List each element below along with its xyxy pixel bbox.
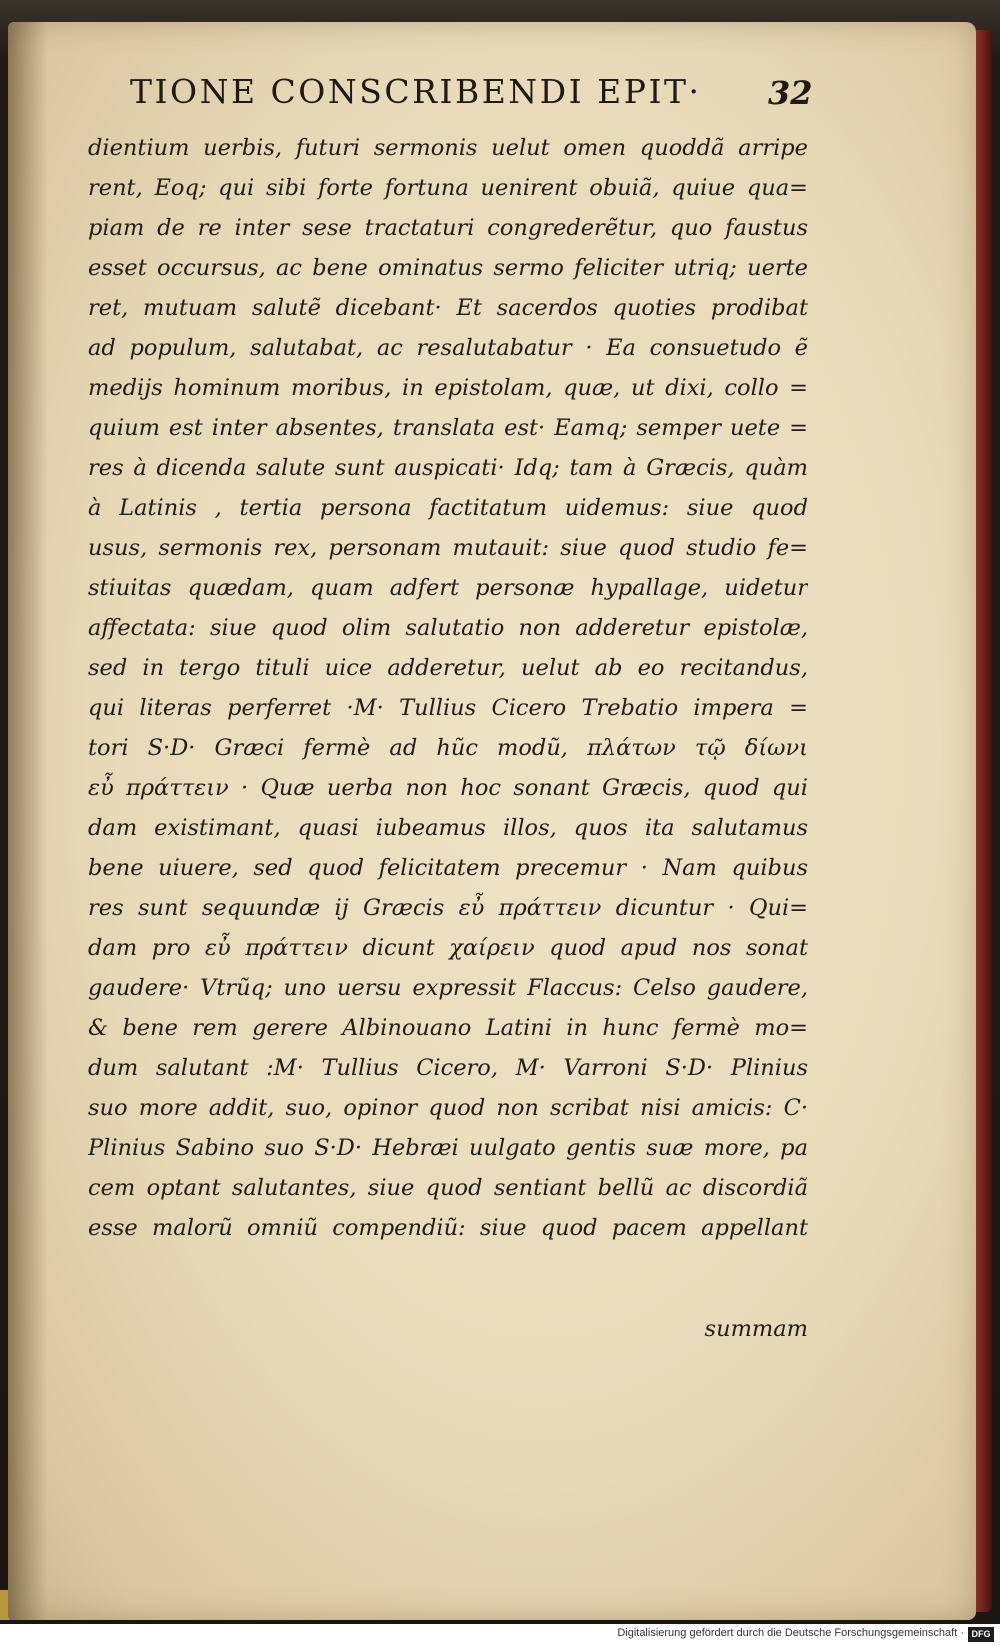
text-line: qui literas perferret ·M· Tullius Cicero Trebatio impera = [88, 695, 808, 721]
text-line: quium est inter absentes, translata est· Eamq; semper uete = [88, 415, 808, 441]
text-line: gaudere· Vtrũq; uno uersu expressit Flaccus: Celso gaudere, [88, 975, 808, 1001]
text-line: esse malorũ omniũ compendiũ: siue quod pacem appellant [88, 1215, 808, 1241]
folio-number: 32 [768, 74, 813, 112]
text-line: rent, Eoq; qui sibi forte fortuna uenirent obuiã, quiue qua= [88, 175, 808, 201]
funding-credit: Digitalisierung gefördert durch die Deutsche Forschungsgemeinschaft · [617, 1627, 964, 1639]
footer-bar [0, 1624, 1000, 1646]
text-line: Plinius Sabino suo S·D· Hebræi uulgato gentis suæ more, pa [88, 1135, 808, 1161]
text-line: tori S·D· Græci fermè ad hũc modũ, πλάτων τῷ δίωνι [88, 735, 808, 761]
text-line: dam existimant, quasi iubeamus illos, quos ita salutamus [88, 815, 808, 841]
text-line: dum salutant :M· Tullius Cicero, M· Varroni S·D· Plinius [88, 1055, 808, 1081]
text-line: εὖ πράττειν · Quæ uerba non hoc sonant Græcis, quod qui [88, 775, 808, 801]
text-line: dientium uerbis, futuri sermonis uelut omen quoddã arripe [88, 135, 808, 161]
catchword: summam [704, 1316, 808, 1342]
body-text [88, 128, 808, 1248]
text-line: bene uiuere, sed quod felicitatem precemur · Nam quibus [88, 855, 808, 881]
text-line: à Latinis , tertia persona factitatum uidemus: siue quod [88, 495, 808, 521]
text-line: res à dicenda salute sunt auspicati· Idq; tam à Græcis, quàm [88, 455, 808, 481]
text-line: res sunt sequundæ ij Græcis εὖ πράττειν dicuntur · Qui= [88, 895, 808, 921]
text-line: ad populum, salutabat, ac resalutabatur · Ea consuetudo ẽ [88, 335, 808, 361]
text-line: usus, sermonis rex, personam mutauit: siue quod studio fe= [88, 535, 808, 561]
text-line: piam de re inter sese tractaturi congrederẽtur, quo faustus [88, 215, 808, 241]
text-line: esset occursus, ac bene ominatus sermo feliciter utriq; uerte [88, 255, 808, 281]
text-line: stiuitas quædam, quam adfert personæ hypallage, uidetur [88, 575, 808, 601]
fore-edge [976, 30, 992, 1612]
text-line: ret, mutuam salutẽ dicebant· Et sacerdos quoties prodibat [88, 295, 808, 321]
running-head: TIONE CONSCRIBENDI EPIT· [130, 72, 702, 111]
text-line: sed in tergo tituli uice adderetur, uelut ab eo recitandus, [88, 655, 808, 681]
text-line: cem optant salutantes, siue quod sentiant bellũ ac discordiã [88, 1175, 808, 1201]
text-line: suo more addit, suo, opinor quod non scribat nisi amicis: C· [88, 1095, 808, 1121]
text-line: dam pro εὖ πράττειν dicunt χαίρειν quod apud nos sonat [88, 935, 808, 961]
dfg-logo-icon: DFG [968, 1627, 994, 1642]
text-line: medijs hominum moribus, in epistolam, quæ, ut dixi, collo = [88, 375, 808, 401]
text-line: & bene rem gerere Albinouano Latini in hunc fermè mo= [88, 1015, 808, 1041]
text-line: affectata: siue quod olim salutatio non adderetur epistolæ, [88, 615, 808, 641]
page-gutter [8, 22, 48, 1620]
